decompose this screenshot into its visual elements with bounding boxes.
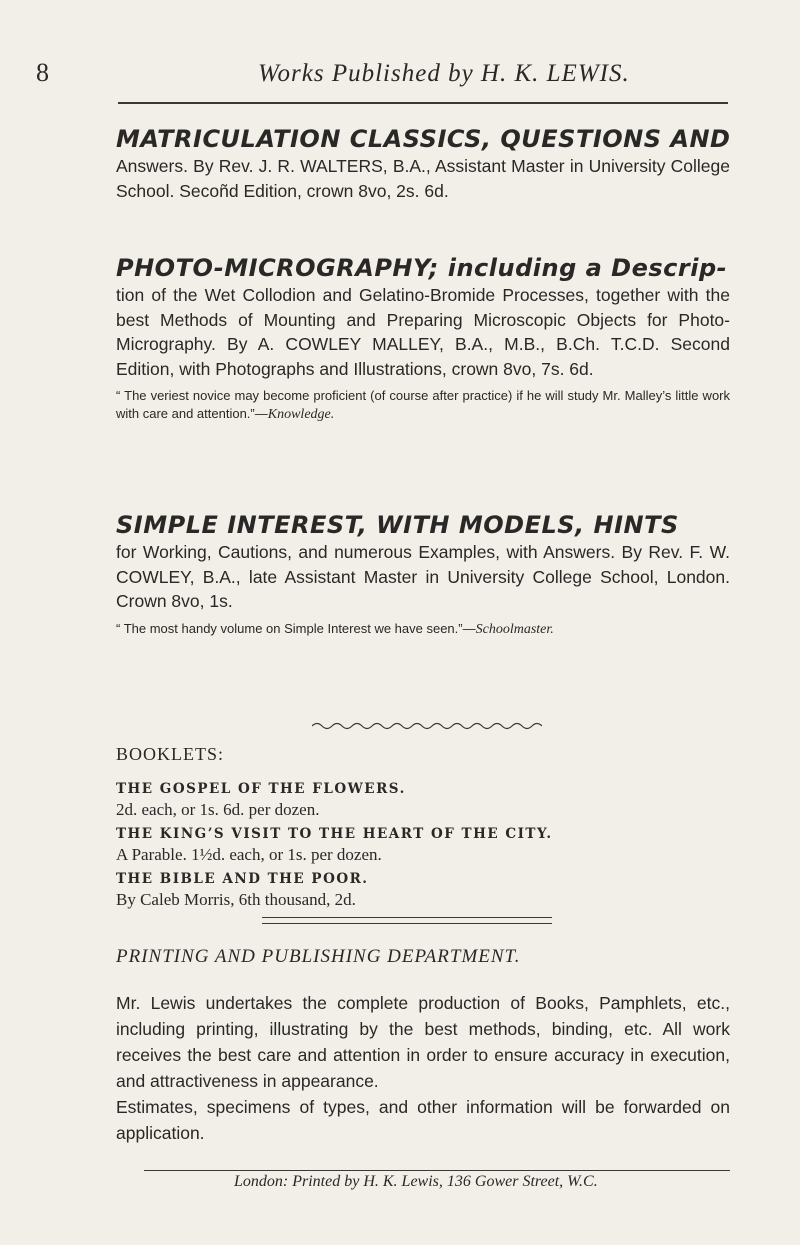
department-title: PRINTING AND PUBLISHING DEPARTMENT.: [116, 946, 521, 967]
booklet-item: [116, 869, 730, 911]
entry-body: Answers. By Rev. J. R. WALTERS, B.A., Assistant Master in University College School. Secoñd Edition, crown 8vo, 2s. 6d.: [116, 156, 730, 201]
booklet-desc: By Caleb Morris, 6th thousand, 2d.: [116, 890, 356, 909]
quote-text: “ The most handy volume on Simple Interest we have seen.”—: [116, 620, 476, 636]
entry-heading: SIMPLE INTEREST, WITH MODELS, HINTS: [116, 511, 679, 539]
wavy-ornament-rule: [312, 720, 542, 732]
department-text: [116, 990, 730, 1146]
booklet-title: THE GOSPEL OF THE FLOWERS.: [116, 781, 406, 797]
bottom-rule: [144, 1170, 730, 1171]
page-number: 8: [36, 58, 49, 87]
booklet-desc: A Parable. 1½d. each, or 1s. per dozen.: [116, 845, 382, 864]
entry-simple-interest: [116, 510, 730, 639]
quote-text: “ The veriest novice may become proficient (of course after practice) if he will study Mr. Malley’s little work with care and attention.”—: [116, 388, 730, 421]
entry-heading: MATRICULATION CLASSICS, QUESTIONS AND: [116, 125, 731, 153]
top-rule: [118, 102, 728, 104]
running-title: Works Published by H. K. LEWIS.: [258, 60, 630, 87]
entry-body: for Working, Cautions, and numerous Examples, with Answers. By Rev. F. W. COWLEY, B.A., late Assistant Master in University College School, London. Crown 8vo, 1s.: [116, 542, 730, 611]
entry-heading: PHOTO-MICROGRAPHY; including a Descrip-: [116, 254, 728, 282]
entry-photo-micrography: [116, 253, 730, 424]
entry-body: tion of the Wet Collodion and Gelatino-Bromide Processes, together with the best Methods of Mounting and Preparing Microscopic Objects for Photo-Micrography. By A. COWLEY MALLEY, B.A., M.B., B.Ch. T.C.D. Second Edition, with Photographs and Illustrations, crown 8vo, 7s. 6d.: [116, 285, 730, 379]
department-paragraph: Estimates, specimens of types, and other information will be forwarded on application.: [116, 1097, 730, 1143]
booklet-item: [116, 779, 730, 821]
department-paragraph: Mr. Lewis undertakes the complete production of Books, Pamphlets, etc., including printing, illustrating by the best methods, binding, etc. All work receives the best care and attention in order to ensure accuracy in execution, and attractiveness in appearance.: [116, 993, 730, 1091]
running-head: [0, 58, 800, 98]
booklet-title: THE KING’S VISIT TO THE HEART OF THE CITY.: [116, 826, 553, 842]
quote-source: Knowledge.: [267, 407, 335, 422]
entry-matriculation-classics: [116, 124, 730, 203]
booklet-item: [116, 824, 730, 866]
quote-source: Schoolmaster.: [475, 621, 554, 637]
booklet-title: THE BIBLE AND THE POOR.: [116, 871, 369, 887]
booklet-desc: 2d. each, or 1s. 6d. per dozen.: [116, 800, 320, 819]
printer-imprint: London: Printed by H. K. Lewis, 136 Gower Street, W.C.: [234, 1173, 598, 1190]
double-rule: [262, 917, 552, 924]
booklets-label: BOOKLETS:: [116, 744, 224, 764]
entry-review-quote: [116, 387, 730, 424]
entry-review-quote: [116, 620, 730, 639]
